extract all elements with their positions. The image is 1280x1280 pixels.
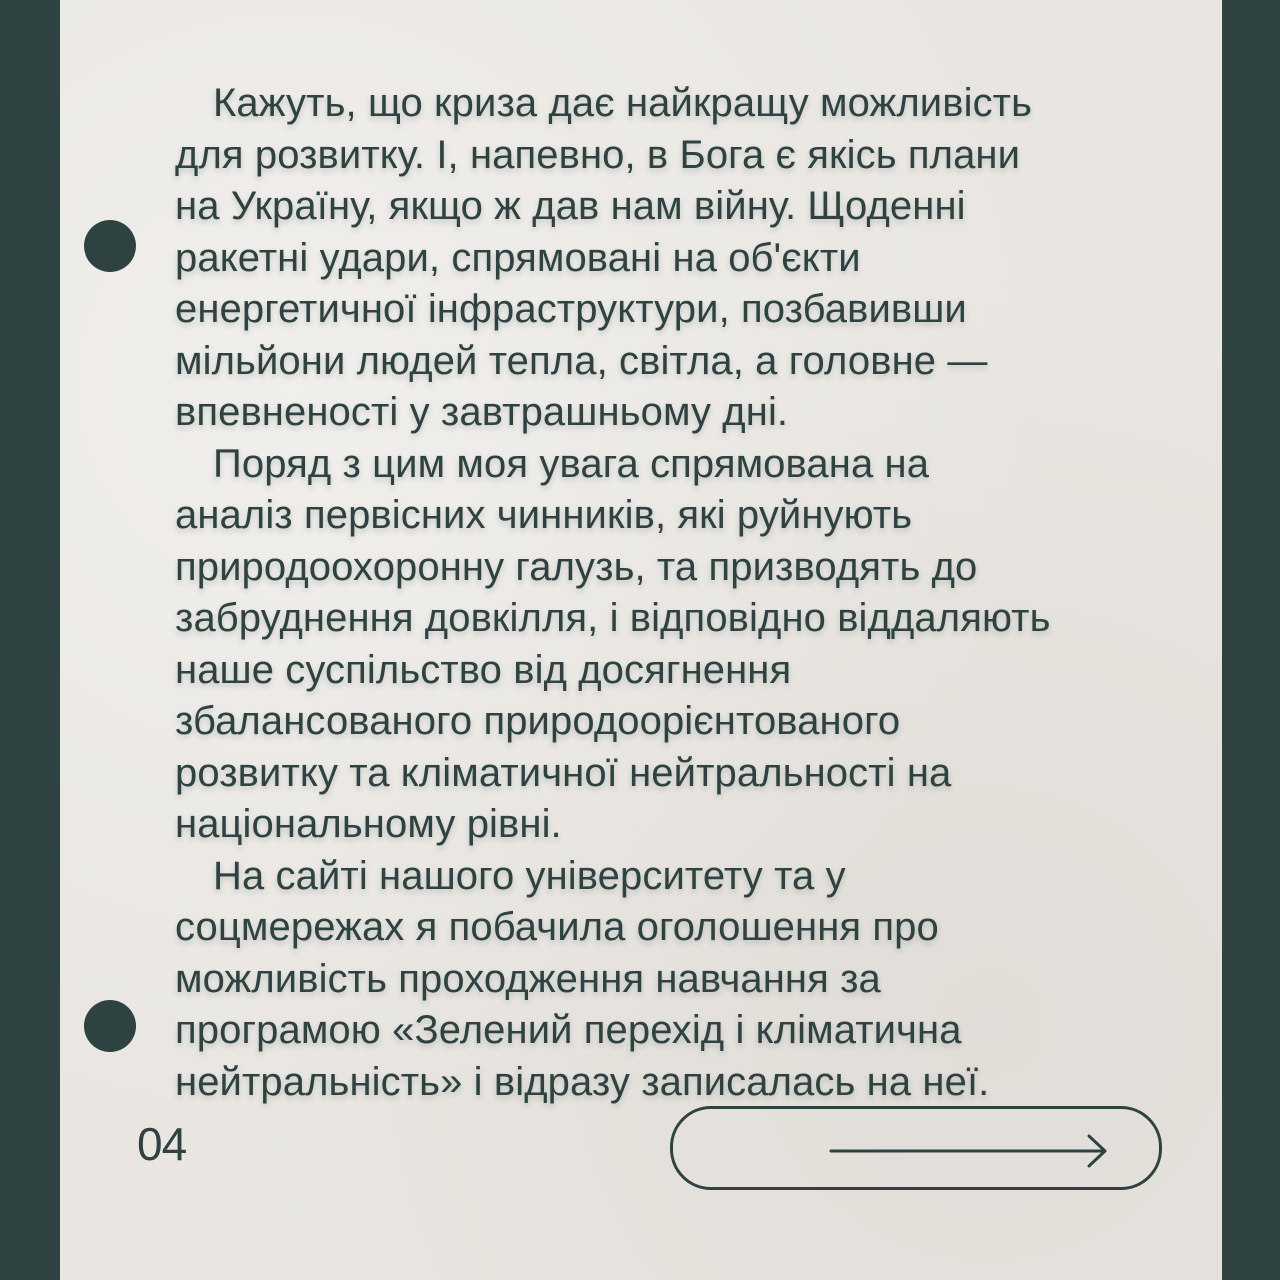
paragraph-3: На сайті нашого університету та у соцмережах я побачила оголошення про можливість проходження навчання за програмою «Зелений перехід і кліматична нейтральність» і відразу записалась на неї.	[175, 853, 990, 1104]
page-number: 04	[137, 1118, 187, 1170]
paragraph-2: Поряд з цим моя увага спрямована на аналіз первісних чинників, які руйнують природоохоронну галузь, та призводять до забруднення довкілля, і відповідно віддаляють наше суспільство від досягнення збалансованого природоорієнтованого розвитку та кліматичної нейтральності на національному рівні.	[175, 441, 1051, 846]
binder-hole-bottom	[84, 1000, 136, 1052]
arrow-right-icon	[673, 1109, 1159, 1187]
binder-hole-top	[84, 220, 136, 272]
paragraph-1: Кажуть, що криза дає найкращу можливість для розвитку. І, напевно, в Бога є якісь плани на Україну, якщо ж дав нам війну. Щоденні ракетні удари, спрямовані на об'єкти енергетичної інфраструктури, позбавивши мільйони людей тепла, світла, а головне — впевненості у завтрашньому дні.	[175, 81, 1033, 434]
body-text	[175, 78, 1165, 1108]
next-page-button[interactable]	[670, 1106, 1162, 1190]
